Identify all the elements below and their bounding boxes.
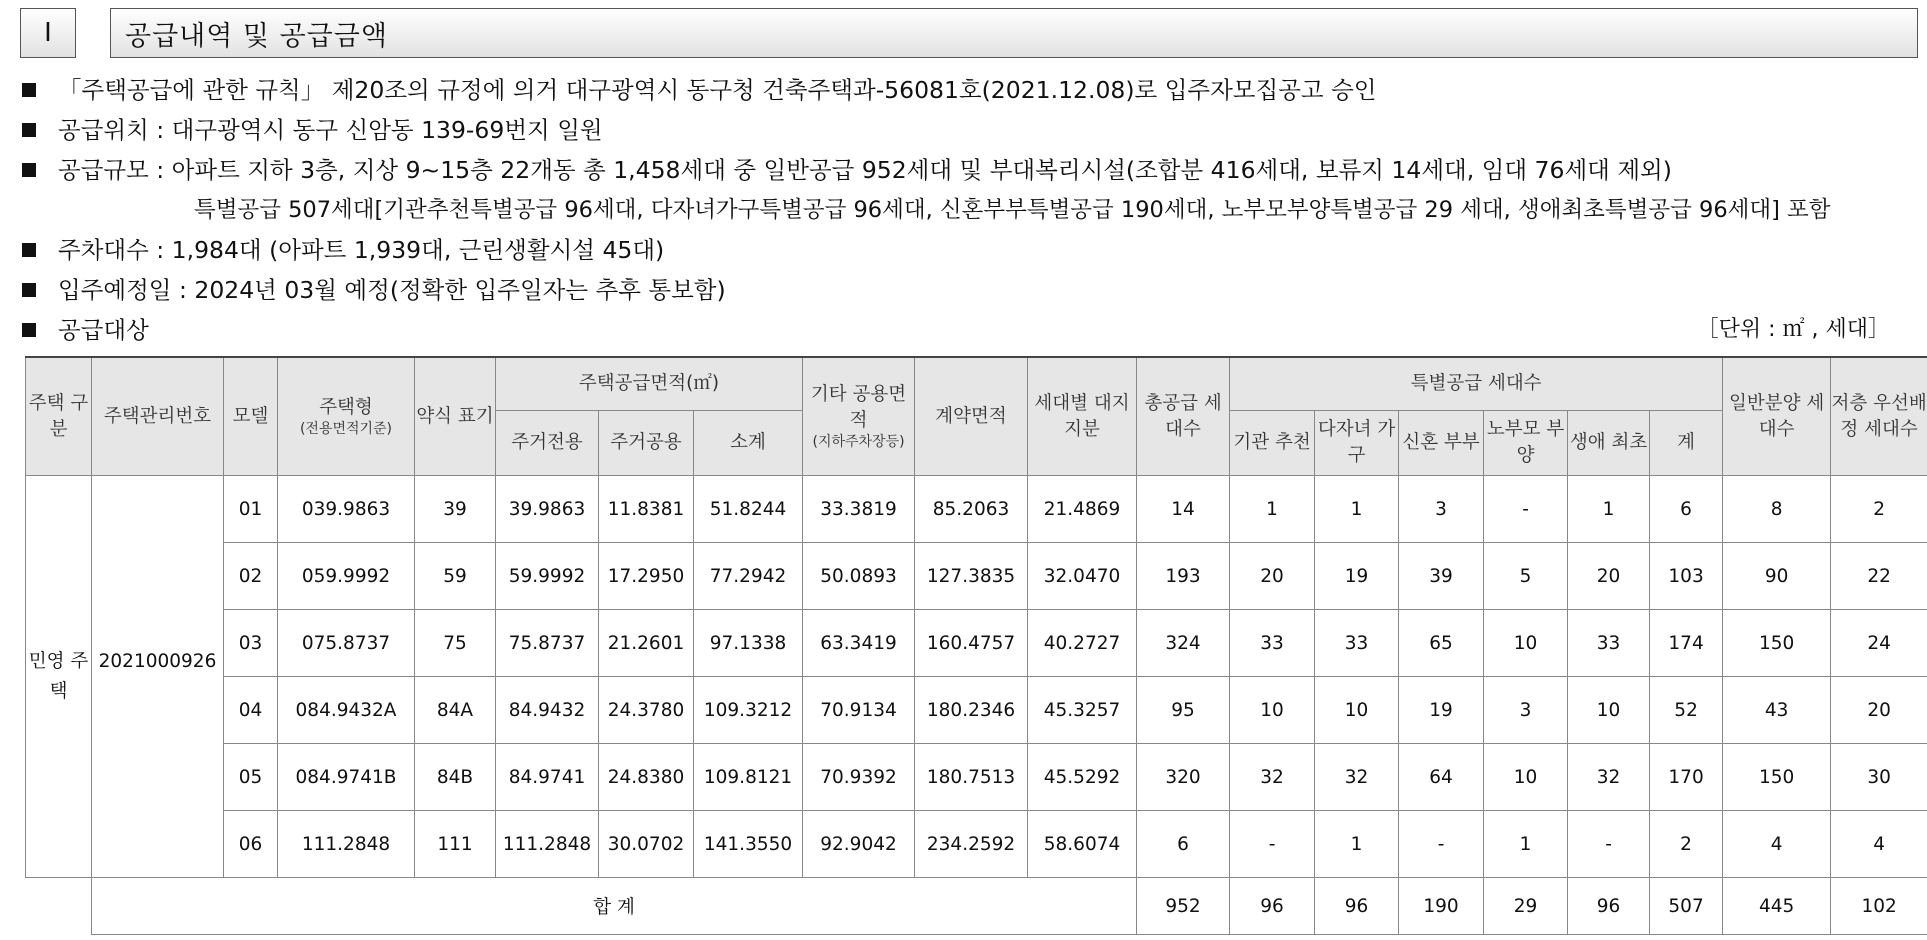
cell-subtotal: 77.2942 <box>694 543 803 610</box>
total-inst: 96 <box>1230 878 1315 935</box>
header-abbr: 약식 표기 <box>415 357 496 476</box>
total-first: 96 <box>1568 878 1650 935</box>
cell-other: 33.3819 <box>803 476 915 543</box>
cell-common: 17.2950 <box>599 543 694 610</box>
cell-type: 075.8737 <box>278 610 415 677</box>
section-title: 공급내역 및 공급금액 <box>110 8 1918 58</box>
supply-table <box>25 356 1927 935</box>
bullet-scale: 공급규모 : 아파트 지하 3층, 지상 9~15층 22개동 총 1,458세대 중 일반공급 952세대 및 부대복리시설(조합분 416세대, 보류지 14세대, 임대 76세대 제외) <box>22 150 1912 190</box>
cell-abbr: 75 <box>415 610 496 677</box>
cell-subtotal: 51.8244 <box>694 476 803 543</box>
cell-contract: 127.3835 <box>915 543 1028 610</box>
header-model: 모델 <box>224 357 278 476</box>
cell-inst: 32 <box>1230 744 1315 811</box>
cell-land: 21.4869 <box>1028 476 1137 543</box>
cell-sp: 2 <box>1650 811 1723 878</box>
cell-type: 084.9432A <box>278 677 415 744</box>
cell-low: 2 <box>1831 476 1927 543</box>
cell-sp: 6 <box>1650 476 1723 543</box>
cell-abbr: 84B <box>415 744 496 811</box>
cell-multi: 33 <box>1315 610 1399 677</box>
square-bullet-icon <box>22 243 36 257</box>
bullet-approval: 「주택공급에 관한 규칙」 제20조의 규정에 의거 대구광역시 동구청 건축주택과-56081호(2021.12.08)로 입주자모집공고 승인 <box>22 70 1912 110</box>
table-row <box>26 744 1927 811</box>
cell-type: 059.9992 <box>278 543 415 610</box>
header-common: 주거공용 <box>599 411 694 476</box>
cell-multi: 1 <box>1315 811 1399 878</box>
cell-inst: 20 <box>1230 543 1315 610</box>
bullet-list <box>22 70 1912 350</box>
cell-model: 04 <box>224 677 278 744</box>
cell-general: 4 <box>1723 811 1831 878</box>
cell-land: 45.5292 <box>1028 744 1137 811</box>
cell-abbr: 39 <box>415 476 496 543</box>
square-bullet-icon <box>22 83 36 97</box>
cell-general: 8 <box>1723 476 1831 543</box>
square-bullet-icon <box>22 323 36 337</box>
cell-subtotal: 141.3550 <box>694 811 803 878</box>
cell-inst: 10 <box>1230 677 1315 744</box>
table-body <box>26 476 1927 935</box>
cell-model: 01 <box>224 476 278 543</box>
cell-exclusive: 39.9863 <box>496 476 599 543</box>
header-category: 주택 구분 <box>26 357 92 476</box>
cell-elder: 10 <box>1484 610 1568 677</box>
cell-elder: - <box>1484 476 1568 543</box>
cell-first: 32 <box>1568 744 1650 811</box>
square-bullet-icon <box>22 283 36 297</box>
cell-sp: 52 <box>1650 677 1723 744</box>
cell-model: 05 <box>224 744 278 811</box>
total-row <box>26 878 1927 935</box>
cell-other: 70.9392 <box>803 744 915 811</box>
cell-total: 6 <box>1137 811 1230 878</box>
table-row <box>26 610 1927 677</box>
cell-newly: 3 <box>1399 476 1484 543</box>
cell-inst: - <box>1230 811 1315 878</box>
cell-land: 45.3257 <box>1028 677 1137 744</box>
cell-subtotal: 109.8121 <box>694 744 803 811</box>
section-number: I <box>20 8 76 58</box>
cell-abbr: 111 <box>415 811 496 878</box>
total-elder: 29 <box>1484 878 1568 935</box>
header-sp-sum: 계 <box>1650 411 1723 476</box>
cell-elder: 3 <box>1484 677 1568 744</box>
header-land-share: 세대별 대지지분 <box>1028 357 1137 476</box>
cell-general: 150 <box>1723 744 1831 811</box>
header-total-units: 총공급 세대수 <box>1137 357 1230 476</box>
cell-total: 95 <box>1137 677 1230 744</box>
cell-low: 24 <box>1831 610 1927 677</box>
cell-subtotal: 109.3212 <box>694 677 803 744</box>
cell-first: 1 <box>1568 476 1650 543</box>
cell-first: - <box>1568 811 1650 878</box>
cell-land: 40.2727 <box>1028 610 1137 677</box>
cell-common: 11.8381 <box>599 476 694 543</box>
cell-contract: 160.4757 <box>915 610 1028 677</box>
bullet-parking: 주차대수 : 1,984대 (아파트 1,939대, 근린생활시설 45대) <box>22 230 1912 270</box>
cell-type: 084.9741B <box>278 744 415 811</box>
cell-total: 14 <box>1137 476 1230 543</box>
cell-inst: 33 <box>1230 610 1315 677</box>
total-label: 합 계 <box>92 878 1137 935</box>
cell-other: 70.9134 <box>803 677 915 744</box>
header-general-units: 일반분양 세대수 <box>1723 357 1831 476</box>
header-other-common: 기타 공용면적 (지하주차장등) <box>803 357 915 476</box>
cell-exclusive: 84.9741 <box>496 744 599 811</box>
cell-sp: 103 <box>1650 543 1723 610</box>
total-sp: 507 <box>1650 878 1723 935</box>
bullet-move-in: 입주예정일 : 2024년 03월 예정(정확한 입주일자는 추후 통보함) <box>22 270 1912 310</box>
header-sp-firsttime: 생애 최초 <box>1568 411 1650 476</box>
cell-contract: 180.2346 <box>915 677 1028 744</box>
header-sp-elderly: 노부모 부양 <box>1484 411 1568 476</box>
header-row-1 <box>26 357 1927 411</box>
cell-model: 03 <box>224 610 278 677</box>
header-management-no: 주택관리번호 <box>92 357 224 476</box>
cell-exclusive: 75.8737 <box>496 610 599 677</box>
cell-type: 111.2848 <box>278 811 415 878</box>
square-bullet-icon <box>22 123 36 137</box>
cell-first: 33 <box>1568 610 1650 677</box>
cell-exclusive: 111.2848 <box>496 811 599 878</box>
total-units: 952 <box>1137 878 1230 935</box>
cell-first: 10 <box>1568 677 1650 744</box>
header-sp-newlywed: 신혼 부부 <box>1399 411 1484 476</box>
total-multi: 96 <box>1315 878 1399 935</box>
total-general: 445 <box>1723 878 1831 935</box>
cell-land: 32.0470 <box>1028 543 1137 610</box>
cell-common: 24.8380 <box>599 744 694 811</box>
category-cell: 민영 주택 <box>26 476 92 878</box>
header-low-floor: 저층 우선배정 세대수 <box>1831 357 1927 476</box>
header-exclusive: 주거전용 <box>496 411 599 476</box>
cell-newly: 39 <box>1399 543 1484 610</box>
blank-cell <box>26 878 92 935</box>
cell-elder: 1 <box>1484 811 1568 878</box>
cell-sp: 174 <box>1650 610 1723 677</box>
cell-other: 50.0893 <box>803 543 915 610</box>
cell-type: 039.9863 <box>278 476 415 543</box>
cell-multi: 1 <box>1315 476 1399 543</box>
cell-sp: 170 <box>1650 744 1723 811</box>
cell-multi: 10 <box>1315 677 1399 744</box>
cell-elder: 10 <box>1484 744 1568 811</box>
header-sp-multichild: 다자녀 가구 <box>1315 411 1399 476</box>
cell-multi: 19 <box>1315 543 1399 610</box>
cell-contract: 234.2592 <box>915 811 1028 878</box>
cell-contract: 180.7513 <box>915 744 1028 811</box>
header-special-supply: 특별공급 세대수 <box>1230 357 1723 411</box>
total-low: 102 <box>1831 878 1927 935</box>
bullet-supply-target: 공급대상 ［단위 : ㎡ , 세대］ <box>22 310 1912 350</box>
header-subtotal: 소계 <box>694 411 803 476</box>
cell-general: 90 <box>1723 543 1831 610</box>
cell-first: 20 <box>1568 543 1650 610</box>
cell-land: 58.6074 <box>1028 811 1137 878</box>
total-newly: 190 <box>1399 878 1484 935</box>
cell-other: 63.3419 <box>803 610 915 677</box>
cell-newly: 19 <box>1399 677 1484 744</box>
table-row <box>26 543 1927 610</box>
cell-total: 193 <box>1137 543 1230 610</box>
cell-contract: 85.2063 <box>915 476 1028 543</box>
cell-general: 43 <box>1723 677 1831 744</box>
cell-general: 150 <box>1723 610 1831 677</box>
cell-total: 320 <box>1137 744 1230 811</box>
cell-subtotal: 97.1338 <box>694 610 803 677</box>
cell-total: 324 <box>1137 610 1230 677</box>
cell-common: 30.0702 <box>599 811 694 878</box>
header-sp-institution: 기관 추천 <box>1230 411 1315 476</box>
cell-exclusive: 59.9992 <box>496 543 599 610</box>
cell-newly: - <box>1399 811 1484 878</box>
cell-newly: 65 <box>1399 610 1484 677</box>
square-bullet-icon <box>22 163 36 177</box>
cell-exclusive: 84.9432 <box>496 677 599 744</box>
cell-low: 22 <box>1831 543 1927 610</box>
header-contract-area: 계약면적 <box>915 357 1028 476</box>
cell-common: 21.2601 <box>599 610 694 677</box>
header-supply-area: 주택공급면적(㎡) <box>496 357 803 411</box>
cell-inst: 1 <box>1230 476 1315 543</box>
cell-elder: 5 <box>1484 543 1568 610</box>
cell-low: 30 <box>1831 744 1927 811</box>
cell-model: 06 <box>224 811 278 878</box>
table-row <box>26 811 1927 878</box>
cell-multi: 32 <box>1315 744 1399 811</box>
cell-newly: 64 <box>1399 744 1484 811</box>
table-row <box>26 476 1927 543</box>
cell-common: 24.3780 <box>599 677 694 744</box>
bullet-scale-continuation: 특별공급 507세대[기관추천특별공급 96세대, 다자녀가구특별공급 96세대, 신혼부부특별공급 190세대, 노부모부양특별공급 29 세대, 생애최초특별공급 96세대] 포함 <box>194 197 1831 223</box>
cell-abbr: 84A <box>415 677 496 744</box>
table-row <box>26 677 1927 744</box>
cell-low: 4 <box>1831 811 1927 878</box>
unit-note: ［단위 : ㎡ , 세대］ <box>1696 317 1890 342</box>
cell-model: 02 <box>224 543 278 610</box>
cell-low: 20 <box>1831 677 1927 744</box>
management-number-cell: 2021000926 <box>92 476 224 878</box>
cell-other: 92.9042 <box>803 811 915 878</box>
header-house-type: 주택형 (전용면적기준) <box>278 357 415 476</box>
cell-abbr: 59 <box>415 543 496 610</box>
bullet-location: 공급위치 : 대구광역시 동구 신암동 139-69번지 일원 <box>22 110 1912 150</box>
